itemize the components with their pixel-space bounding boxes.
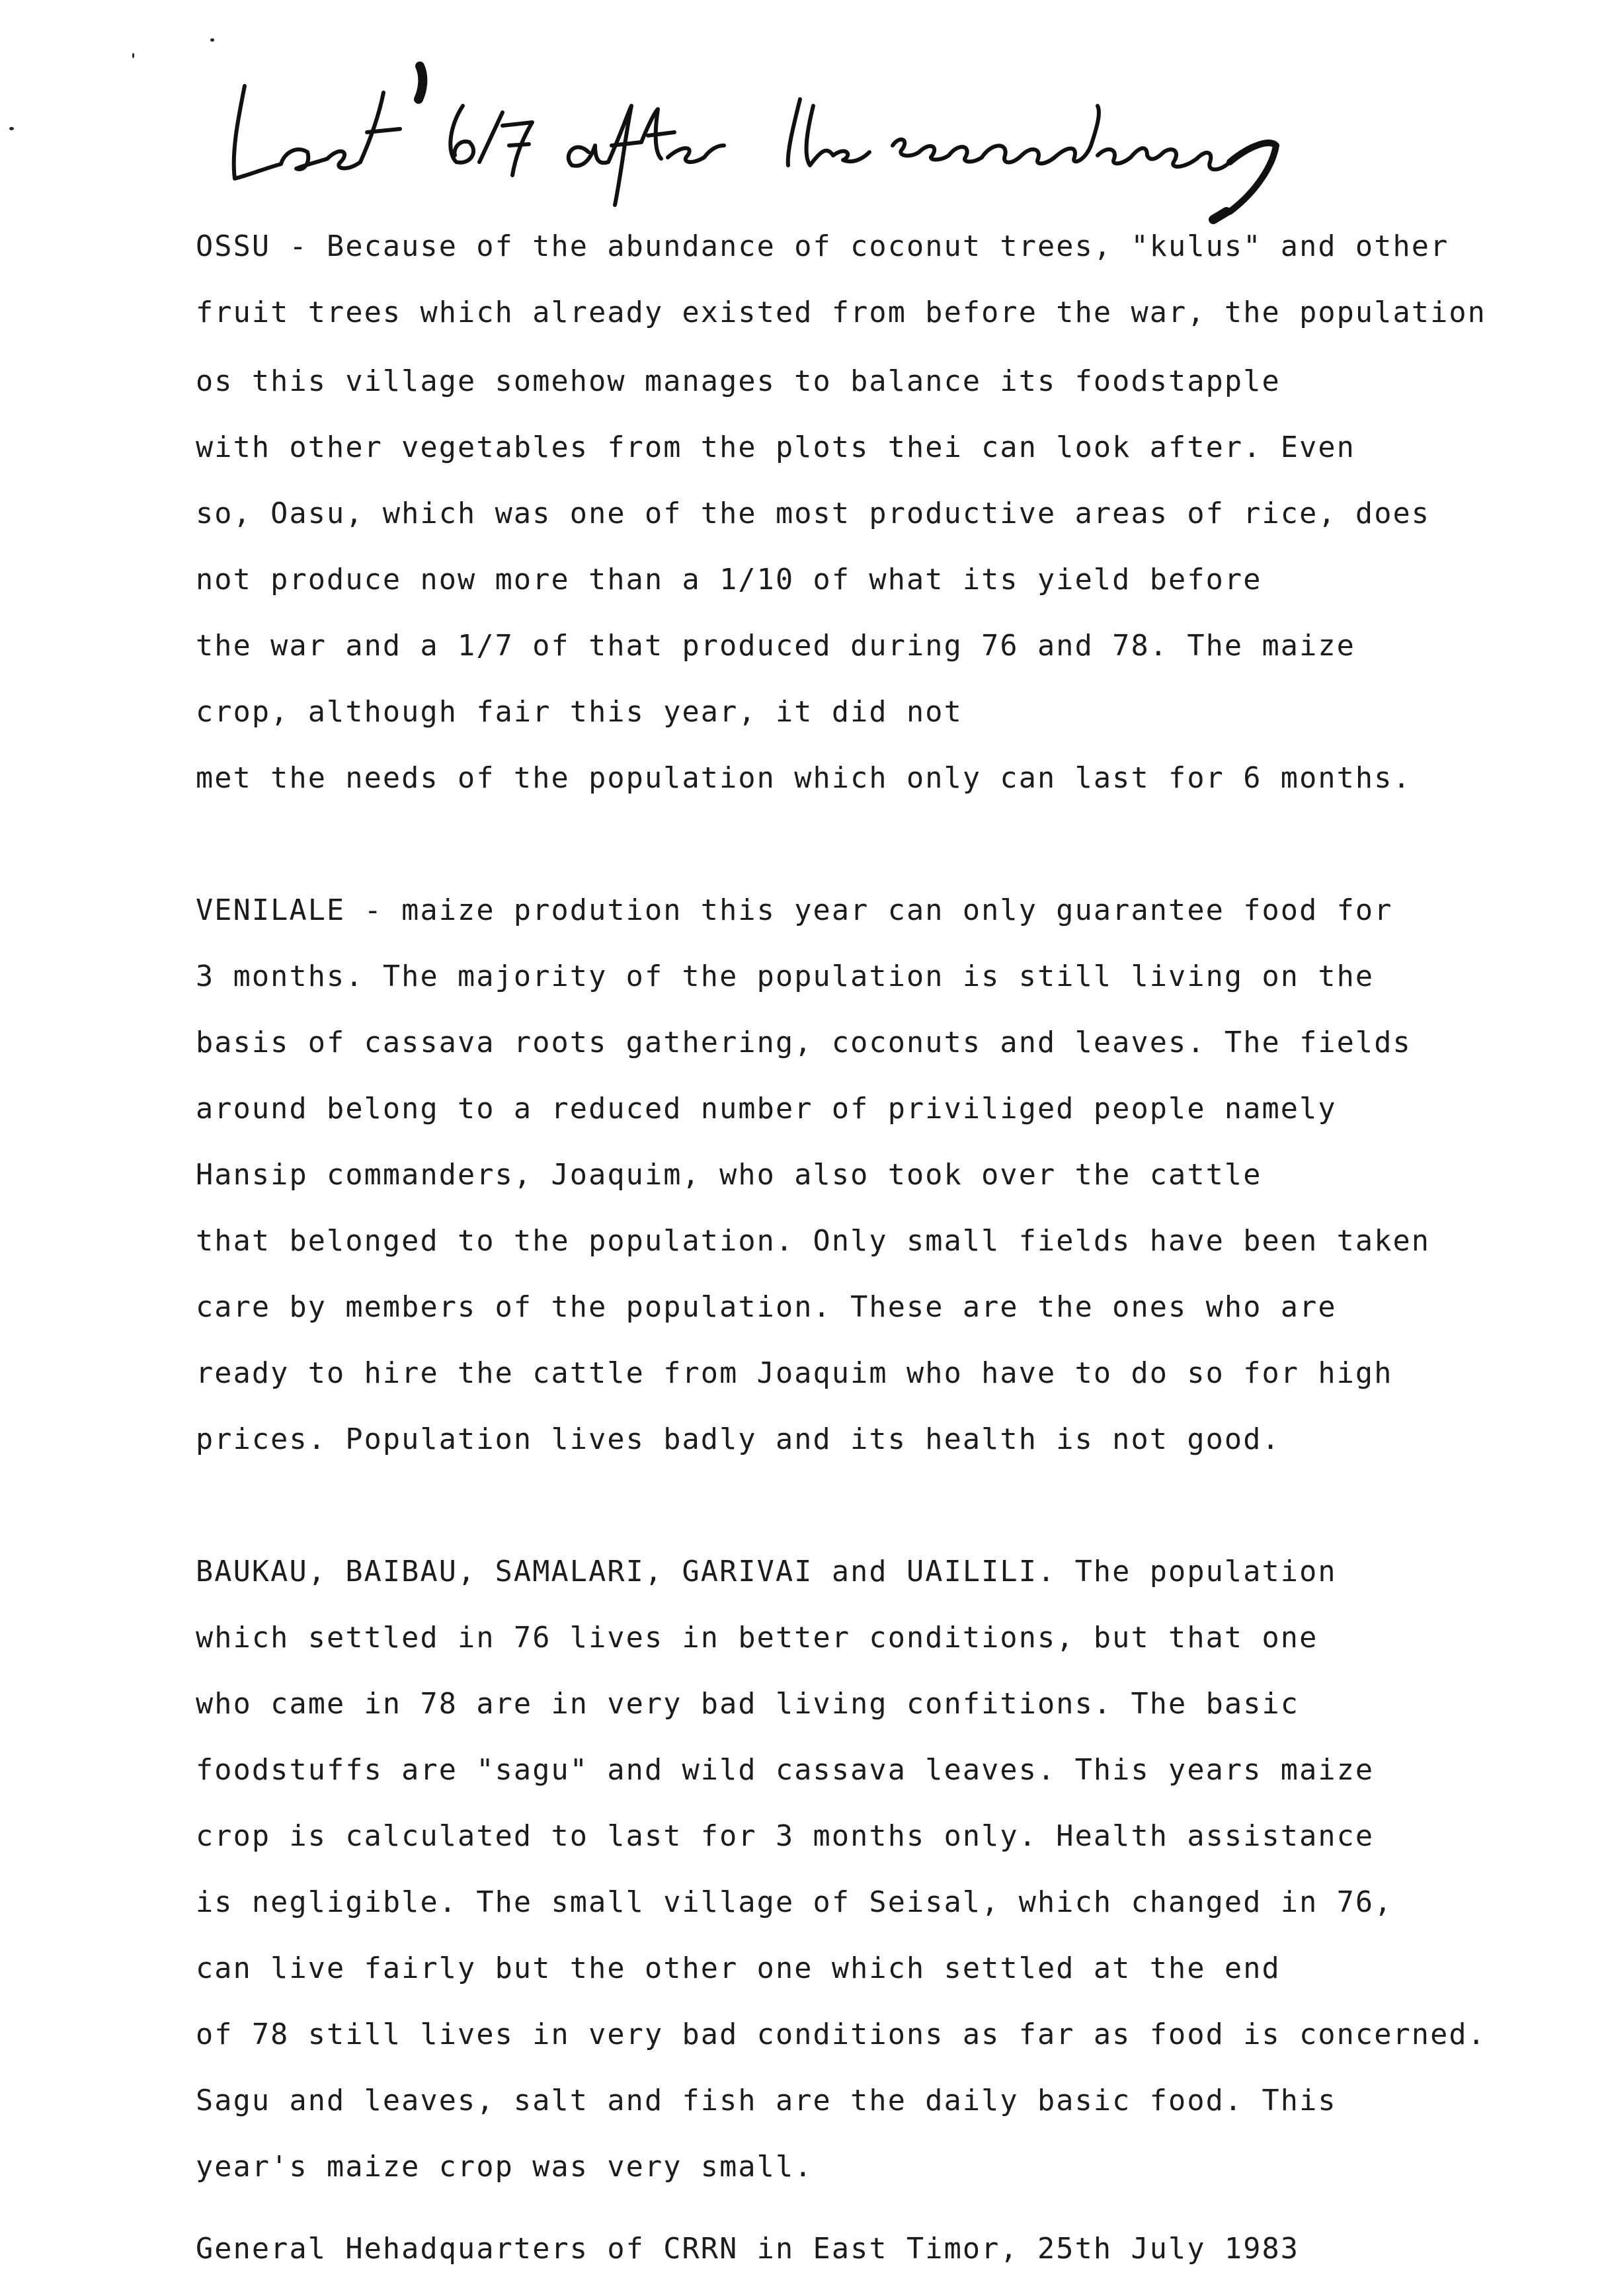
baukau-line-6: is negligible. The small village of Seisal, which changed in 76, [196, 1886, 1393, 1919]
scan-speck [132, 53, 134, 58]
ossu-line-2: fruit trees which already existed from before the war, the population [196, 296, 1486, 329]
venilale-line-3: basis of cassava roots gathering, coconuts and leaves. The fields [196, 1026, 1412, 1059]
signature-line: General Hehadquarters of CRRN in East Timor, 25th July 1983 [196, 2233, 1300, 2266]
venilale-line-1: VENILALE - maize prodution this year can only guarantee food for [196, 894, 1393, 927]
venilale-line-5: Hansip commanders, Joaquim, who also took over the cattle [196, 1159, 1262, 1192]
venilale-line-8: ready to hire the cattle from Joaquim who have to do so for high [196, 1357, 1393, 1390]
venilale-line-9: prices. Population lives badly and its health is not good. [196, 1423, 1281, 1456]
ossu-line-5: so, Oasu, which was one of the most productive areas of rice, does [196, 497, 1431, 530]
baukau-line-3: who came in 78 are in very bad living confitions. The basic [196, 1688, 1300, 1721]
baukau-line-5: crop is calculated to last for 3 months only. Health assistance [196, 1820, 1375, 1853]
venilale-line-7: care by members of the population. These are the ones who are [196, 1291, 1337, 1324]
ossu-line-7: the war and a 1/7 of that produced during 76 and 78. The maize [196, 630, 1355, 663]
scan-speck [9, 127, 14, 130]
ossu-line-4: with other vegetables from the plots thei can look after. Even [196, 431, 1355, 464]
ossu-line-3: os this village somehow manages to balance its foodstapple [196, 365, 1281, 398]
venilale-line-6: that belonged to the population. Only small fields have been taken [196, 1225, 1431, 1258]
baukau-line-2: which settled in 76 lives in better conditions, but that one [196, 1621, 1318, 1655]
venilale-line-2: 3 months. The majority of the population is still living on the [196, 960, 1375, 993]
ossu-line-1: OSSU - Because of the abundance of coconut trees, "kulus" and other [196, 230, 1449, 263]
baukau-line-1: BAUKAU, BAIBAU, SAMALARI, GARIVAI and UAILILI. The population [196, 1555, 1337, 1588]
baukau-line-9: Sagu and leaves, salt and fish are the daily basic food. This [196, 2084, 1337, 2117]
ossu-line-6: not produce now more than a 1/10 of what its yield before [196, 563, 1262, 596]
baukau-line-8: of 78 still lives in very bad conditions as far as food is concerned. [196, 2018, 1486, 2051]
scan-speck [210, 38, 214, 42]
ossu-line-9: met the needs of the population which only can last for 6 months. [196, 762, 1412, 795]
handwritten-note [218, 46, 1303, 225]
venilale-line-4: around belong to a reduced number of priviliged people namely [196, 1092, 1337, 1126]
baukau-line-4: foodstuffs are "sagu" and wild cassava leaves. This years maize [196, 1754, 1375, 1787]
baukau-line-10: year's maize crop was very small. [196, 2151, 813, 2184]
baukau-line-7: can live fairly but the other one which settled at the end [196, 1952, 1281, 1985]
ossu-line-8: crop, although fair this year, it did not [196, 696, 963, 729]
